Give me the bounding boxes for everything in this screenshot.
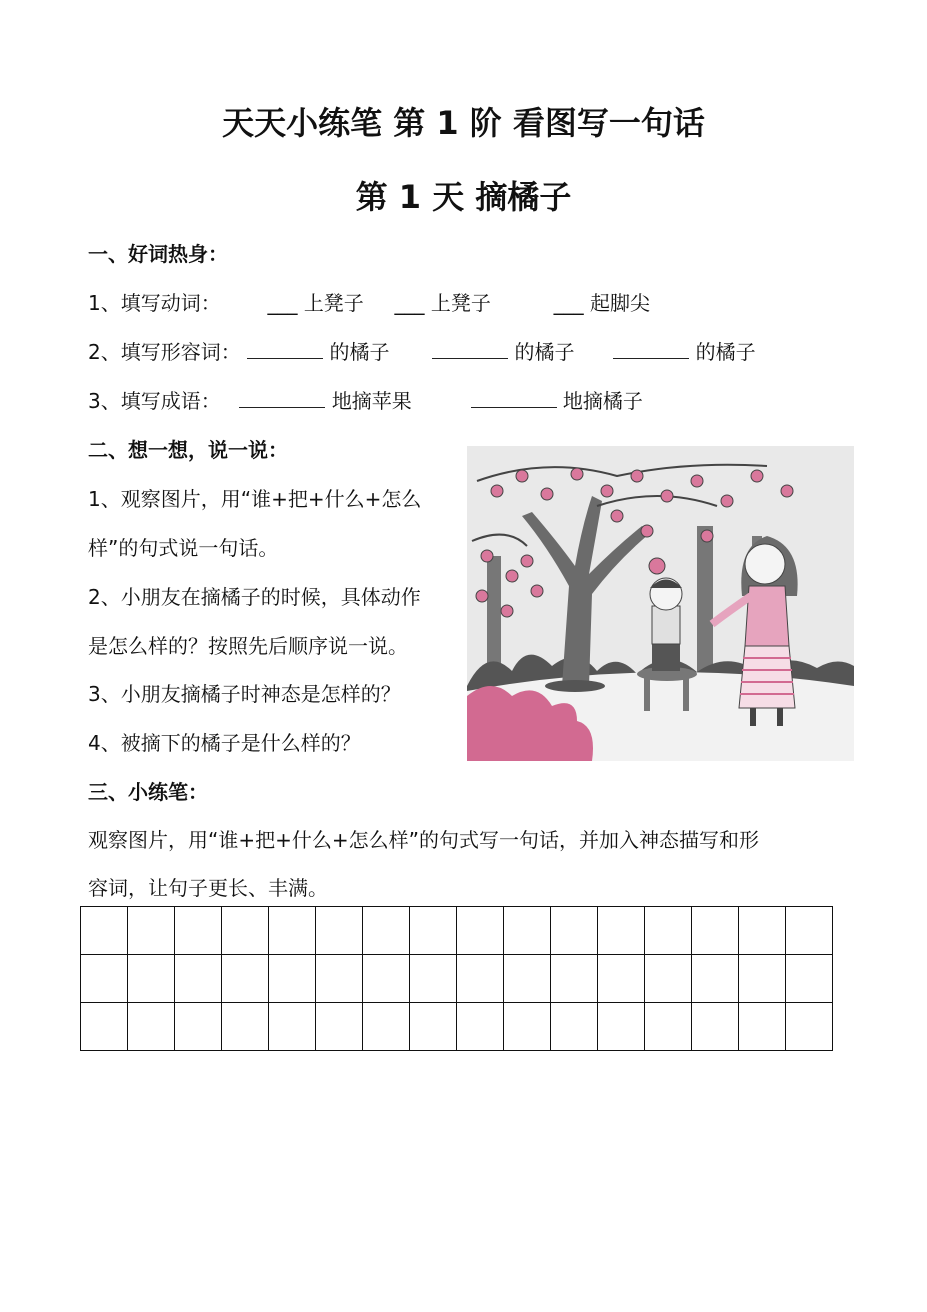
section2-q2-line1: 2、小朋友在摘橘子的时候，具体动作 xyxy=(88,585,421,609)
grid-cell[interactable] xyxy=(504,907,551,955)
grid-cell[interactable] xyxy=(175,955,222,1003)
grid-cell[interactable] xyxy=(457,955,504,1003)
q3-word-2: 地摘橘子 xyxy=(562,389,643,413)
grid-cell[interactable] xyxy=(175,907,222,955)
q3-blank-1[interactable] xyxy=(239,385,325,408)
grid-cell[interactable] xyxy=(128,907,175,955)
q2-blank-1[interactable] xyxy=(247,336,323,359)
grid-cell[interactable] xyxy=(222,1003,269,1051)
grid-cell[interactable] xyxy=(551,1003,598,1051)
q2-blank-2[interactable] xyxy=(432,336,508,359)
grid-cell[interactable] xyxy=(175,1003,222,1051)
section3-instruction-line1: 观察图片，用“谁+把+什么+怎么样”的句式写一句话，并加入神态描写和形 xyxy=(88,828,759,852)
grid-cell[interactable] xyxy=(692,907,739,955)
page-title: 天天小练笔 第 1 阶 看图写一句话 xyxy=(222,104,705,142)
q2-word-2: 的橘子 xyxy=(514,340,575,364)
q1-word-2: 上凳子 xyxy=(430,291,491,315)
q1-word-3: 起脚尖 xyxy=(589,291,650,315)
section3-instruction-line2: 容词，让句子更长、丰满。 xyxy=(88,876,328,900)
grid-cell[interactable] xyxy=(504,955,551,1003)
grid-cell[interactable] xyxy=(363,955,410,1003)
grid-cell[interactable] xyxy=(692,1003,739,1051)
grid-cell[interactable] xyxy=(457,1003,504,1051)
grid-cell[interactable] xyxy=(739,955,786,1003)
section2-q3: 3、小朋友摘橘子时神态是怎样的？ xyxy=(88,682,401,706)
grid-cell[interactable] xyxy=(598,907,645,955)
grid-cell[interactable] xyxy=(363,1003,410,1051)
grid-cell[interactable] xyxy=(81,907,128,955)
section1-heading: 一、好词热身： xyxy=(88,242,228,266)
grid-cell[interactable] xyxy=(269,1003,316,1051)
q1-label: 1、填写动词： xyxy=(88,291,221,315)
section2-q1-line1: 1、观察图片，用“谁+把+什么+怎么 xyxy=(88,487,422,511)
section1-q3 xyxy=(88,385,643,414)
grid-row xyxy=(81,1003,833,1051)
q3-blank-2[interactable] xyxy=(471,385,557,408)
q3-word-1: 地摘苹果 xyxy=(331,389,412,413)
grid-cell[interactable] xyxy=(316,955,363,1003)
grid-cell[interactable] xyxy=(739,907,786,955)
section2-q2-line2: 是怎么样的？按照先后顺序说一说。 xyxy=(88,634,408,658)
grid-cell[interactable] xyxy=(692,955,739,1003)
grid-cell[interactable] xyxy=(551,907,598,955)
q2-word-1: 的橘子 xyxy=(329,340,390,364)
section2-heading: 二、想一想，说一说： xyxy=(88,438,288,462)
grid-cell[interactable] xyxy=(128,955,175,1003)
grid-cell[interactable] xyxy=(81,1003,128,1051)
section2-q1-line2: 样”的句式说一句话。 xyxy=(88,536,279,560)
writing-grid xyxy=(80,906,833,1051)
grid-cell[interactable] xyxy=(457,907,504,955)
grid-cell[interactable] xyxy=(645,1003,692,1051)
grid-row xyxy=(81,907,833,955)
section1-q1 xyxy=(88,287,650,316)
grid-cell[interactable] xyxy=(222,955,269,1003)
grid-cell[interactable] xyxy=(786,1003,833,1051)
grid-cell[interactable] xyxy=(645,955,692,1003)
grid-cell[interactable] xyxy=(598,1003,645,1051)
grid-cell[interactable] xyxy=(410,1003,457,1051)
grid-cell[interactable] xyxy=(81,955,128,1003)
grid-cell[interactable] xyxy=(786,955,833,1003)
grid-cell[interactable] xyxy=(269,907,316,955)
grid-cell[interactable] xyxy=(410,907,457,955)
grid-cell[interactable] xyxy=(504,1003,551,1051)
section1-q2 xyxy=(88,336,756,365)
grid-cell[interactable] xyxy=(645,907,692,955)
q1-word-1: 上凳子 xyxy=(303,291,364,315)
q2-label: 2、填写形容词： xyxy=(88,340,241,364)
grid-cell[interactable] xyxy=(786,907,833,955)
grid-cell[interactable] xyxy=(739,1003,786,1051)
section2-q4: 4、被摘下的橘子是什么样的？ xyxy=(88,731,361,755)
page-subtitle: 第 1 天 摘橘子 xyxy=(355,178,572,216)
grid-cell[interactable] xyxy=(269,955,316,1003)
grid-cell[interactable] xyxy=(128,1003,175,1051)
q2-word-3: 的橘子 xyxy=(695,340,756,364)
grid-cell[interactable] xyxy=(410,955,457,1003)
q1-blank-c[interactable]: ___ xyxy=(553,291,584,315)
grid-cell[interactable] xyxy=(316,907,363,955)
grid-cell[interactable] xyxy=(598,955,645,1003)
q1-blank-b[interactable]: ___ xyxy=(394,291,425,315)
q1-blank-a[interactable]: ___ xyxy=(267,291,298,315)
section3-heading: 三、小练笔： xyxy=(88,780,208,804)
grid-cell[interactable] xyxy=(363,907,410,955)
q3-label: 3、填写成语： xyxy=(88,389,221,413)
q2-blank-3[interactable] xyxy=(613,336,689,359)
grid-cell[interactable] xyxy=(222,907,269,955)
grid-cell[interactable] xyxy=(551,955,598,1003)
grid-row xyxy=(81,955,833,1003)
orange-picking-illustration xyxy=(467,446,854,761)
grid-cell[interactable] xyxy=(316,1003,363,1051)
